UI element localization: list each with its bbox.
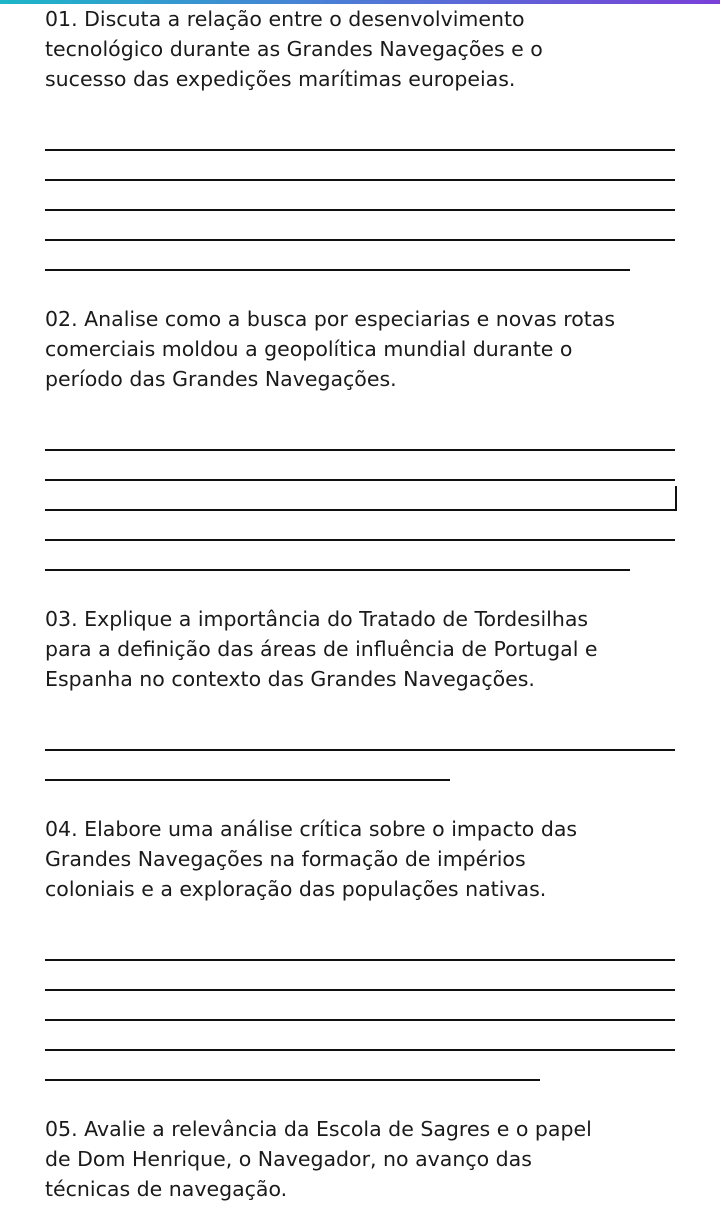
question-03-text: 03. Explique a importância do Tratado de Tordesilhas para a definição das áreas de influência de Portugal e Espanha no contexto das Grandes Navegações.	[45, 607, 598, 691]
text-caret	[675, 486, 677, 511]
answer-line[interactable]	[45, 509, 675, 511]
question-01-text: 01. Discuta a relação entre o desenvolvimento tecnológico durante as Grandes Navegações e o sucesso das expedições marítimas europeias.	[45, 7, 543, 91]
answer-line[interactable]	[45, 479, 675, 481]
question-05-text: 05. Avalie a relevância da Escola de Sagres e o papel de Dom Henrique, o Navegador, no avanço das técnicas de navegação.	[45, 1117, 592, 1201]
answer-line[interactable]	[45, 1019, 675, 1021]
answer-line[interactable]	[45, 269, 630, 271]
answer-line[interactable]	[45, 179, 675, 181]
question-02-text: 02. Analise como a busca por especiarias e novas rotas comerciais moldou a geopolítica mundial durante o período das Grandes Navegações.	[45, 307, 616, 391]
answer-line[interactable]	[45, 449, 675, 451]
answer-line[interactable]	[45, 569, 630, 571]
answer-line[interactable]	[45, 1049, 675, 1051]
answer-line[interactable]	[45, 779, 450, 781]
answer-line[interactable]	[45, 959, 675, 961]
answer-line[interactable]	[45, 749, 675, 751]
answer-line[interactable]	[45, 989, 675, 991]
question-04-text: 04. Elabore uma análise crítica sobre o impacto das Grandes Navegações na formação de impérios coloniais e a exploração das populações nativas.	[45, 817, 578, 901]
answer-line[interactable]	[45, 539, 675, 541]
answer-line[interactable]	[45, 149, 675, 151]
answer-line[interactable]	[45, 209, 675, 211]
answer-line[interactable]	[45, 1079, 540, 1081]
answer-line[interactable]	[45, 239, 675, 241]
